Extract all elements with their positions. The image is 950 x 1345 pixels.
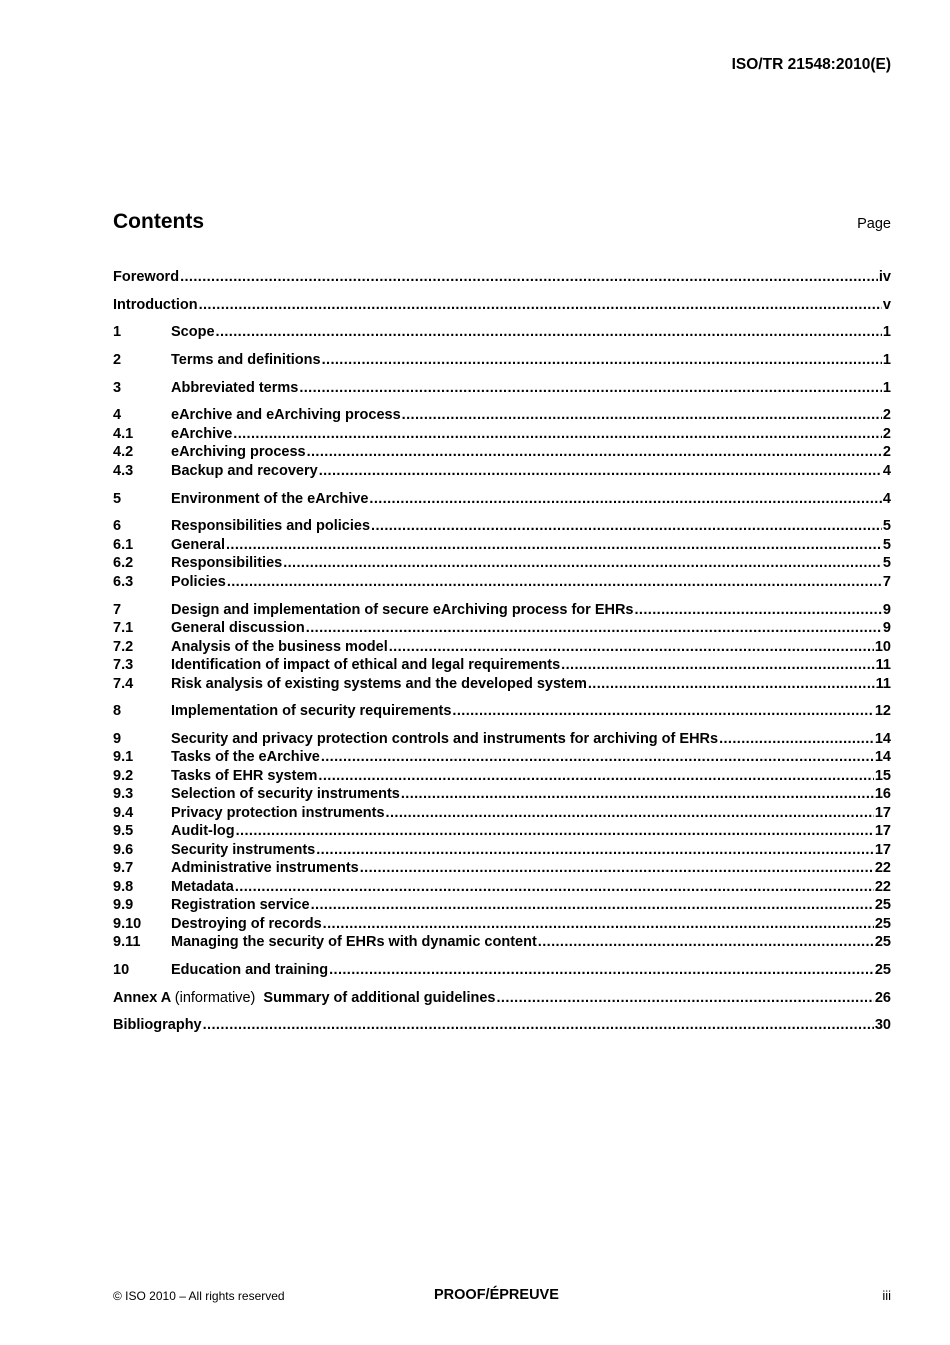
dot-leader (318, 767, 873, 786)
toc-title: Identification of impact of ethical and legal requirements (171, 657, 561, 673)
toc-entry[interactable] (113, 933, 891, 952)
toc-section-number: 9.11 (113, 934, 141, 951)
dot-leader (389, 638, 874, 657)
toc-section-number: 9.2 (113, 767, 134, 784)
dot-leader (588, 675, 875, 694)
dot-leader (369, 490, 882, 509)
toc-page-number: 12 (874, 703, 891, 720)
toc-entry[interactable] (113, 656, 891, 675)
toc-section-number: 8 (113, 703, 122, 720)
toc-entry[interactable] (113, 554, 891, 573)
toc-title: Registration service (171, 897, 310, 914)
dot-leader (321, 748, 874, 767)
toc-section-number: 6.2 (113, 555, 134, 572)
toc-page-number: 17 (874, 841, 891, 858)
dot-leader (371, 517, 882, 536)
toc-page-number: 30 (874, 1017, 891, 1034)
dot-leader (306, 619, 882, 638)
toc-title: Audit-log (171, 823, 235, 840)
toc-title: Metadata (171, 878, 234, 895)
toc-section-number: 7.4 (113, 675, 134, 692)
toc-section-number: 6.3 (113, 573, 134, 590)
toc-section-number: 2 (113, 352, 122, 369)
toc-page-number: 9 (882, 620, 891, 636)
dot-leader (323, 915, 874, 934)
toc-title: Privacy protection instruments (171, 804, 385, 821)
toc-page-number: 11 (875, 657, 891, 673)
toc-section-number: 9.5 (113, 823, 134, 840)
dot-leader (635, 601, 882, 620)
toc-entry[interactable] (113, 443, 891, 462)
toc-page-number: 9 (882, 601, 891, 618)
toc-section-number: 9.6 (113, 841, 134, 858)
dot-leader (360, 859, 874, 878)
toc-entry-annex-a[interactable] (113, 989, 891, 1008)
toc-page-number: 4 (882, 490, 891, 507)
toc-page-number: 10 (874, 638, 891, 655)
dot-leader (386, 804, 874, 823)
toc-section-number: 4.2 (113, 444, 134, 461)
toc-page-number: 5 (882, 536, 891, 553)
toc-entry[interactable] (113, 915, 891, 934)
toc-title: Responsibilities (171, 555, 283, 572)
dot-leader (226, 536, 882, 555)
toc-entry[interactable] (113, 268, 891, 287)
toc-entry[interactable] (113, 296, 891, 315)
toc-section-number: 1 (113, 324, 122, 341)
toc-entry[interactable] (113, 638, 891, 657)
toc-entry[interactable] (113, 601, 891, 620)
toc-section-number: 9.9 (113, 897, 134, 914)
toc-page-number: 15 (874, 767, 891, 784)
dot-leader (452, 702, 873, 721)
toc-page-number: 1 (882, 379, 891, 396)
toc-page-number: 25 (874, 897, 891, 914)
toc-title: Security and privacy protection controls and instruments for archiving of EHRs (171, 730, 719, 747)
toc-page-number: 16 (874, 786, 891, 803)
dot-leader (538, 933, 874, 952)
page-column-label: Page (857, 216, 891, 232)
toc-entry[interactable] (113, 878, 891, 897)
toc-entry[interactable] (113, 425, 891, 444)
toc-section-number: 9.3 (113, 786, 134, 803)
copyright-notice: © ISO 2010 – All rights reserved (113, 1289, 285, 1303)
dot-leader (401, 785, 874, 804)
dot-leader (322, 351, 882, 370)
toc-title: eArchive and eArchiving process (171, 407, 401, 424)
toc-section-number: 5 (113, 490, 122, 507)
toc-entry[interactable] (113, 785, 891, 804)
toc-title: Tasks of the eArchive (171, 749, 320, 766)
toc-page-number: 5 (882, 518, 891, 535)
annex-prefix: Annex A (113, 989, 171, 1006)
toc-entry[interactable] (113, 804, 891, 823)
dot-leader (561, 656, 875, 675)
toc-title: General discussion (171, 620, 305, 636)
toc-title: eArchiving process (171, 444, 306, 461)
toc-title: Foreword (113, 269, 180, 285)
toc-entry[interactable] (113, 351, 891, 370)
toc-section-number: 3 (113, 379, 122, 396)
toc-page-number: v (882, 296, 891, 313)
dot-leader (329, 961, 874, 980)
toc-title: Education and training (171, 962, 329, 979)
toc-title: Responsibilities and policies (171, 518, 371, 535)
toc-section-number: 9.4 (113, 804, 134, 821)
toc-section-number: 6 (113, 518, 122, 535)
toc-page-number: 2 (882, 444, 891, 461)
toc-entry[interactable] (113, 536, 891, 555)
dot-leader (283, 554, 882, 573)
toc-title: Destroying of records (171, 915, 322, 932)
toc-entry[interactable] (113, 859, 891, 878)
dot-leader (311, 896, 874, 915)
toc-section-number: 9.10 (113, 915, 142, 932)
toc-page-number: 25 (874, 962, 891, 979)
toc-section-number: 7.1 (113, 620, 134, 636)
toc-entry[interactable] (113, 573, 891, 592)
toc-entry[interactable] (113, 748, 891, 767)
toc-section-number: 4 (113, 407, 122, 424)
toc-page-number: 4 (882, 462, 891, 479)
toc-entry[interactable] (113, 517, 891, 536)
toc-page-number: 7 (882, 573, 891, 590)
dot-leader (235, 878, 874, 897)
toc-section-number: 7.2 (113, 638, 134, 655)
toc-title: Administrative instruments (171, 860, 359, 877)
toc-title: Implementation of security requirements (171, 703, 452, 720)
toc-title: Managing the security of EHRs with dynamic content (171, 934, 537, 951)
proof-label: PROOF/ÉPREUVE (434, 1287, 559, 1303)
footer-page-number: iii (882, 1288, 891, 1303)
toc-entry[interactable] (113, 406, 891, 425)
toc-page-number: 22 (874, 878, 891, 895)
dot-leader (227, 573, 882, 592)
toc-page-number: 1 (882, 324, 891, 341)
contents-heading: Contents (113, 210, 204, 233)
toc-section-number: 4.1 (113, 425, 134, 442)
toc-title: Introduction (113, 296, 198, 313)
dot-leader (199, 296, 882, 315)
toc-entry[interactable] (113, 702, 891, 721)
annex-qualifier: (informative) (174, 989, 256, 1006)
toc-page-number: 5 (882, 555, 891, 572)
dot-leader (180, 268, 878, 287)
toc-page-number: 1 (882, 352, 891, 369)
toc-entry[interactable] (113, 379, 891, 398)
toc-entry[interactable] (113, 619, 891, 638)
toc-page-number: 17 (874, 823, 891, 840)
toc-title: Environment of the eArchive (171, 490, 369, 507)
dot-leader (402, 406, 882, 425)
toc-page-number: 2 (882, 425, 891, 442)
toc-page-number: 22 (874, 860, 891, 877)
toc-page-number: 14 (874, 749, 891, 766)
toc-title: Bibliography (113, 1017, 202, 1034)
toc-section-number: 9.1 (113, 749, 134, 766)
annex-title: Summary of additional guidelines (263, 989, 496, 1006)
toc-title: Analysis of the business model (171, 638, 388, 655)
toc-entry[interactable] (113, 767, 891, 786)
toc-title: Tasks of EHR system (171, 767, 318, 784)
toc-title: General (171, 536, 225, 553)
toc-entry-bibliography[interactable] (113, 1016, 891, 1035)
toc-section-number: 4.3 (113, 462, 134, 479)
toc-title: Selection of security instruments (171, 786, 400, 803)
toc-page-number: 11 (875, 675, 891, 692)
toc-page-number: 25 (874, 934, 891, 951)
toc-page-number: 25 (874, 915, 891, 932)
dot-leader (319, 462, 882, 481)
toc-section-number: 9 (113, 730, 122, 747)
toc-title: Security instruments (171, 841, 316, 858)
toc-title: Scope (171, 324, 215, 341)
dot-leader (216, 323, 882, 342)
table-of-contents (113, 268, 891, 1035)
toc-entry[interactable] (113, 822, 891, 841)
toc-entry[interactable] (113, 730, 891, 749)
toc-title: Policies (171, 573, 226, 590)
toc-page-number: 14 (874, 730, 891, 747)
toc-entry[interactable] (113, 841, 891, 860)
toc-entry[interactable] (113, 323, 891, 342)
toc-page-number: iv (878, 269, 891, 285)
document-id: ISO/TR 21548:2010(E) (731, 56, 891, 73)
dot-leader (203, 1016, 874, 1035)
toc-entry[interactable] (113, 961, 891, 980)
dot-leader (719, 730, 874, 749)
dot-leader (233, 425, 882, 444)
toc-title: eArchive (171, 425, 233, 442)
toc-title: Terms and definitions (171, 352, 321, 369)
dot-leader (307, 443, 882, 462)
toc-page-number: 26 (874, 989, 891, 1006)
toc-section-number: 10 (113, 962, 130, 979)
toc-title: Design and implementation of secure eArchiving process for EHRs (171, 601, 634, 618)
toc-section-number: 7.3 (113, 657, 134, 673)
toc-page-number: 2 (882, 407, 891, 424)
dot-leader (236, 822, 874, 841)
toc-entry[interactable] (113, 462, 891, 481)
toc-entry[interactable] (113, 675, 891, 694)
toc-title: Abbreviated terms (171, 379, 299, 396)
toc-section-number: 9.7 (113, 860, 134, 877)
dot-leader (316, 841, 874, 860)
dot-leader (496, 989, 873, 1008)
toc-entry[interactable] (113, 896, 891, 915)
toc-section-number: 6.1 (113, 536, 134, 553)
dot-leader (299, 379, 882, 398)
toc-entry[interactable] (113, 490, 891, 509)
toc-title: Risk analysis of existing systems and the developed system (171, 675, 587, 692)
toc-section-number: 7 (113, 601, 122, 618)
toc-title: Backup and recovery (171, 462, 318, 479)
toc-section-number: 9.8 (113, 878, 134, 895)
toc-page-number: 17 (874, 804, 891, 821)
